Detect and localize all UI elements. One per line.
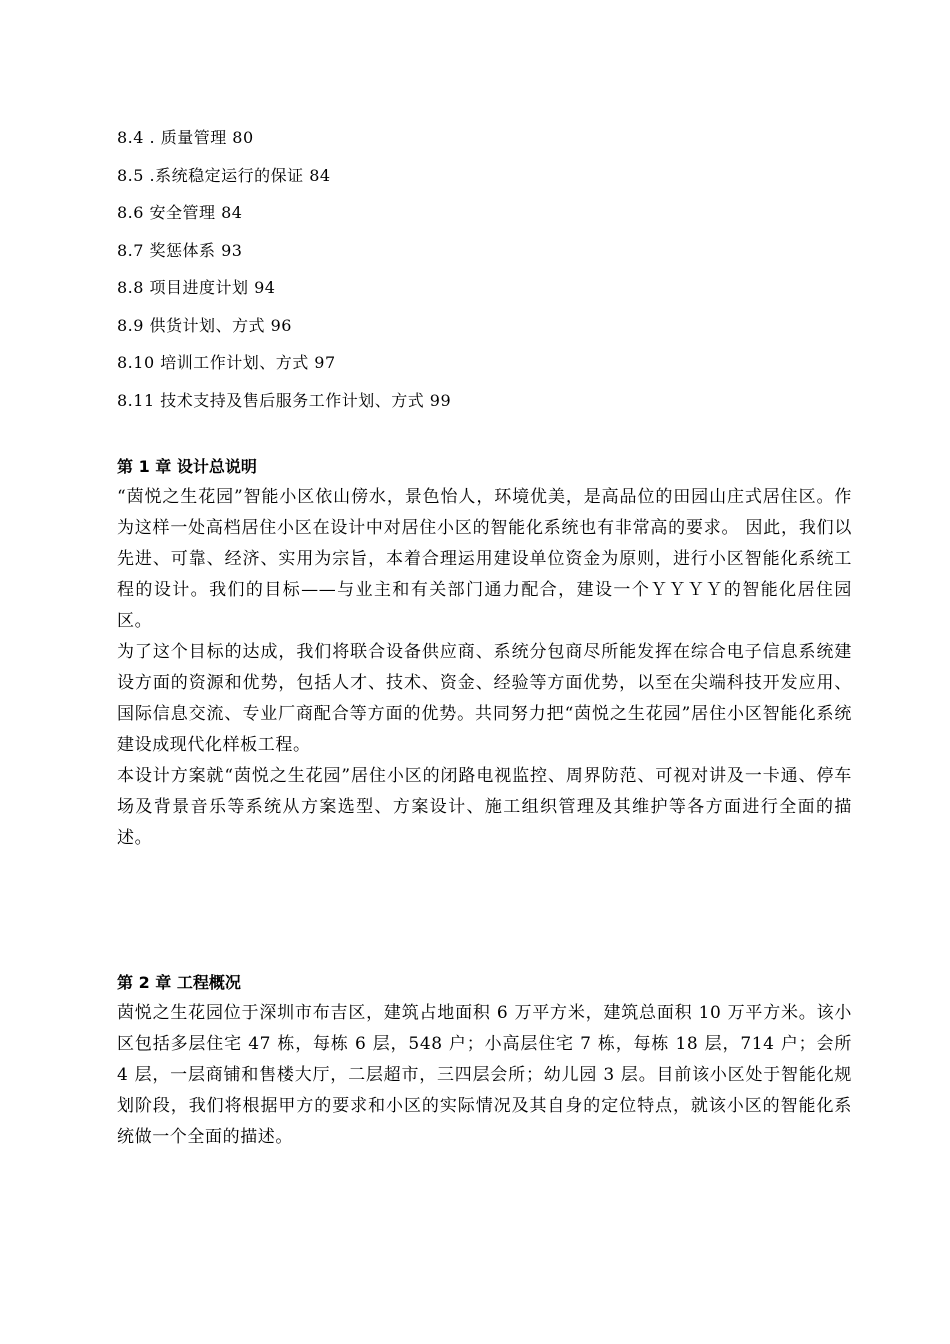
chapter-1-paragraph-1: “茵悦之生花园”智能小区依山傍水，景色怡人，环境优美，是高品位的田园山庄式居住区。作为这样一处高档居住小区在设计中对居住小区的智能化系统也有非常高的要求。 因此，我们以先进、可靠、经济、实用为宗旨，本着合理运用建设单位资金为原则，进行小区智能化系统工程的设计。我们的目标——与业主和有关部门通力配合，建设一个ＹＹＹＹ的智能化居住园区。 xyxy=(117,487,852,631)
toc-entry-8-11[interactable]: 8.11 技术支持及售后服务工作计划、方式 99 xyxy=(117,390,452,410)
toc-entry-8-10[interactable]: 8.10 培训工作计划、方式 97 xyxy=(117,353,336,372)
chapter-2-paragraph-1: 茵悦之生花园位于深圳市布吉区，建筑占地面积 6 万平方米，建筑总面积 10 万平方米。该小区包括多层住宅 47 栋，每栋 6 层，548 户；小高层住宅 7 栋，每栋 18 层，714 户；会所 4 层，一层商铺和售楼大厅，二层超市，三四层会所；幼儿园 3 层。目前该小区处于智能化规划阶段，我们将根据甲方的要求和小区的实际情况及其自身的定位特点，就该小区的智能化系统做一个全面的描述。 xyxy=(117,1003,852,1147)
toc-entry-8-6[interactable]: 8.6 安全管理 84 xyxy=(117,203,243,222)
chapter-1-paragraph-2: 为了这个目标的达成，我们将联合设备供应商、系统分包商尽所能发挥在综合电子信息系统建设方面的资源和优势，包括人才、技术、资金、经验等方面优势，以至在尖端科技开发应用、国际信息交流、专业厂商配合等方面的优势。共同努力把“茵悦之生花园”居住小区智能化系统建设成现代化样板工程。 xyxy=(117,642,852,755)
chapter-1-heading: 第 1 章 设计总说明 xyxy=(117,457,257,476)
chapter-2-heading: 第 2 章 工程概况 xyxy=(117,973,241,992)
toc-entry-8-7[interactable]: 8.7 奖惩体系 93 xyxy=(117,240,243,260)
toc-entry-8-5[interactable]: 8.5 .系统稳定运行的保证 84 xyxy=(117,165,331,185)
chapter-1-section xyxy=(117,452,852,854)
toc-entry-8-9[interactable]: 8.9 供货计划、方式 96 xyxy=(117,315,292,335)
chapter-1-paragraph-3: 本设计方案就“茵悦之生花园”居住小区的闭路电视监控、周界防范、可视对讲及一卡通、停车场及背景音乐等系统从方案选型、方案设计、施工组织管理及其维护等各方面进行全面的描述。 xyxy=(117,766,852,848)
chapter-2-section xyxy=(117,968,852,1153)
toc-entry-8-4[interactable]: 8.4 . 质量管理 80 xyxy=(117,128,254,147)
table-of-contents xyxy=(117,119,837,419)
toc-entry-8-8[interactable]: 8.8 项目进度计划 94 xyxy=(117,278,276,297)
